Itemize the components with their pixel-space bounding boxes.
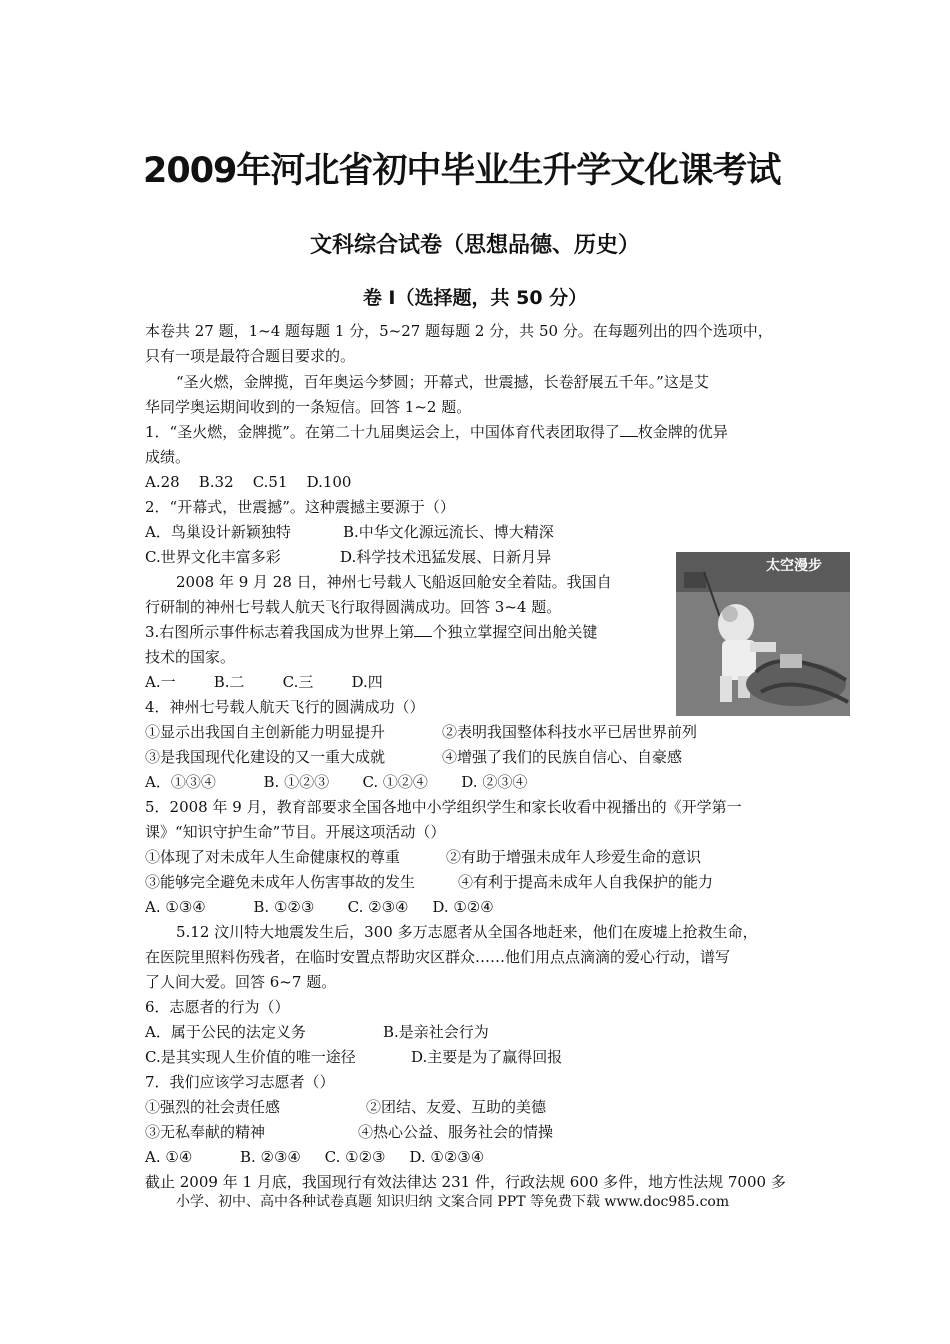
statement-2: ②有助于增强未成年人珍爱生命的意识: [446, 848, 702, 866]
question-text: 3.右图所示事件标志着我国成为世界上第: [145, 623, 415, 641]
options-line: A. ①③④ B. ①②③ C. ②③④ D. ①②④: [145, 898, 494, 916]
question-text: 成绩。: [145, 448, 191, 466]
passage-line: “圣火燃，金牌揽，百年奥运今梦圆；开幕式，世震撼，长卷舒展五千年。”这是艾: [176, 373, 709, 391]
option-c: C.是其实现人生价值的唯一途径: [145, 1048, 356, 1066]
statement-1: ①显示出我国自主创新能力明显提升: [145, 723, 386, 741]
question-text: 个独立掌握空间出舱关键: [432, 623, 598, 641]
statement-1: ①强烈的社会责任感: [145, 1098, 281, 1116]
option-d: D.科学技术迅猛发展、日新月异: [340, 548, 552, 566]
question-4: 4．神州七号载人航天飞行的圆满成功（）: [145, 698, 425, 716]
page-title: 2009年河北省初中毕业生升学文化课考试: [143, 151, 781, 191]
statement-3: ③是我国现代化建设的又一重大成就: [145, 748, 386, 766]
statement-2: ②表明我国整体科技水平已居世界前列: [442, 723, 698, 741]
statement-3: ③无私奉献的精神: [145, 1123, 266, 1141]
question-5: 5．2008 年 9 月，教育部要求全国各地中小学组织学生和家长收看中视播出的《开学第一: [145, 798, 742, 816]
statement-4: ④热心公益、服务社会的情操: [358, 1123, 554, 1141]
option-a: A．属于公民的法定义务: [145, 1023, 306, 1041]
options-line: A.一 B.二 C.三 D.四: [145, 673, 383, 691]
options-line: A. ①④ B. ②③④ C. ①②③ D. ①②③④: [145, 1148, 485, 1166]
answer-blank: [620, 422, 638, 437]
option-b: B.是亲社会行为: [383, 1023, 489, 1041]
answer-blank: [414, 622, 432, 637]
statement-4: ④有利于提高未成年人自我保护的能力: [458, 873, 714, 891]
passage-line: 截止 2009 年 1 月底，我国现行有效法律达 231 件，行政法规 600 多件，地方性法规 7000 多: [145, 1173, 786, 1191]
question-2: 2．“开幕式，世震撼”。这种震撼主要源于（）: [145, 498, 455, 516]
statement-4: ④增强了我们的民族自信心、自豪感: [442, 748, 683, 766]
page-subtitle: 文科综合试卷（思想品德、历史）: [309, 233, 640, 258]
statement-3: ③能够完全避免未成年人伤害事故的发生: [145, 873, 416, 891]
instruction-line: 只有一项是最符合题目要求的。: [145, 347, 356, 365]
instruction-line: 本卷共 27 题，1~4 题每题 1 分，5~27 题每题 2 分，共 50 分。在每题列出的四个选项中，: [145, 322, 773, 340]
passage-line: 华同学奥运期间收到的一条短信。回答 1~2 题。: [145, 398, 472, 416]
option-b: B.中华文化源远流长、博大精深: [343, 523, 554, 541]
footer-text: 小学、初中、高中各种试卷真题 知识归纳 文案合同 PPT 等免费下载 www.doc985.com: [176, 1194, 730, 1210]
statement-1: ①体现了对未成年人生命健康权的尊重: [145, 848, 401, 866]
options-line: A.28 B.32 C.51 D.100: [145, 473, 352, 491]
passage-line: 了人间大爱。回答 6~7 题。: [145, 973, 337, 991]
question-1: [145, 422, 728, 442]
question-text: 1．“圣火燃，金牌揽”。在第二十九届奥运会上，中国体育代表团取得了: [145, 423, 620, 441]
astronaut-spacewalk-photo: [676, 552, 850, 716]
statement-2: ②团结、友爱、互助的美德: [366, 1098, 547, 1116]
astronaut-photo-illustration: [676, 552, 850, 716]
question-6: 6．志愿者的行为（）: [145, 998, 290, 1016]
section-heading: 卷 I（选择题，共 50 分）: [362, 287, 588, 309]
option-a: A．鸟巢设计新颖独特: [145, 523, 291, 541]
option-c: C.世界文化丰富多彩: [145, 548, 281, 566]
option-d: D.主要是为了赢得回报: [411, 1048, 563, 1066]
question-7: 7．我们应该学习志愿者（）: [145, 1073, 335, 1091]
question-text: 枚金牌的优异: [637, 423, 728, 441]
passage-line: 5.12 汶川特大地震发生后，300 多万志愿者从全国各地赶来，他们在废墟上抢救生命，: [176, 923, 758, 941]
passage-line: 2008 年 9 月 28 日，神州七号载人飞船返回舱安全着陆。我国自: [176, 573, 612, 591]
question-3: [145, 622, 597, 642]
passage-line: 在医院里照料伤残者，在临时安置点帮助灾区群众……他们用点点滴滴的爱心行动，谱写: [145, 948, 731, 966]
question-text: 技术的国家。: [145, 648, 236, 666]
question-text: 课》“知识守护生命”节目。开展这项活动（）: [145, 823, 446, 841]
options-line: A．①③④ B. ①②③ C. ①②④ D. ②③④: [145, 773, 528, 791]
photo-caption: 太空漫步: [766, 558, 822, 574]
passage-line: 行研制的神州七号载人航天飞行取得圆满成功。回答 3~4 题。: [145, 598, 562, 616]
